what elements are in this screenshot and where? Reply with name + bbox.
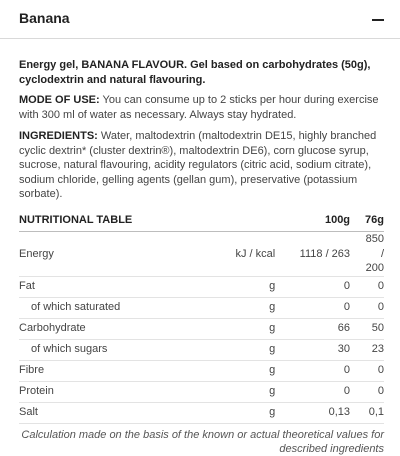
nutrient-name: Carbohydrate — [19, 318, 205, 339]
value-per-100g: 66 — [285, 318, 365, 339]
accordion-title: Banana — [19, 10, 70, 26]
value-per-100g: 0,13 — [285, 402, 365, 423]
value-per-76g: 50 — [365, 318, 384, 339]
column-header-unit — [205, 209, 285, 232]
column-header-76g: 76g — [365, 209, 384, 232]
value-per-100g: 30 — [285, 339, 365, 360]
nutrient-name: Energy — [19, 232, 205, 277]
nutrient-unit: g — [205, 276, 285, 297]
nutrient-name: Salt — [19, 402, 205, 423]
table-row — [19, 360, 384, 381]
nutrient-name: Fat — [19, 276, 205, 297]
nutrient-name: of which sugars — [19, 339, 205, 360]
value-per-100g: 0 — [285, 360, 365, 381]
nutrition-table — [19, 209, 384, 424]
value-per-76g: 0 — [365, 381, 384, 402]
footnote: Calculation made on the basis of the known or actual theoretical values for described ingredients — [21, 428, 384, 455]
product-details — [19, 58, 384, 456]
nutrient-name: Protein — [19, 381, 205, 402]
value-per-76g: 0 — [365, 360, 384, 381]
ingredients-text: Water, maltodextrin (maltodextrin DE15, highly branched cyclic dextrin* (cluster dextrin®), maltodextrin DE6), corn glucose syrup, sucrose, natural flavouring, acidity regulators (citric acid, sodium citrate), sodium chloride, gelling agents (gellan gum), preservative (potassium sorbate). — [19, 130, 377, 200]
table-row — [19, 232, 384, 277]
nutrient-unit: g — [205, 381, 285, 402]
product-description: Energy gel, BANANA FLAVOUR. Gel based on carbohydrates (50g), cyclodextrin and natural flavouring. — [19, 59, 371, 86]
accordion-header[interactable] — [0, 0, 400, 39]
table-row — [19, 402, 384, 423]
value-per-100g: 0 — [285, 276, 365, 297]
column-header-100g: 100g — [285, 209, 365, 232]
mode-of-use-label: MODE OF USE: — [19, 94, 100, 106]
table-row — [19, 297, 384, 318]
mode-of-use — [19, 93, 384, 122]
nutrient-unit: g — [205, 339, 285, 360]
table-row — [19, 339, 384, 360]
table-row — [19, 381, 384, 402]
collapse-icon[interactable] — [372, 14, 384, 26]
nutrient-name: of which saturated — [19, 297, 205, 318]
value-per-100g: 0 — [285, 381, 365, 402]
column-header-name: NUTRITIONAL TABLE — [19, 209, 205, 232]
nutrient-unit: g — [205, 318, 285, 339]
value-per-76g: 0,1 — [365, 402, 384, 423]
mode-of-use-text: You can consume up to 2 sticks per hour during exercise with 300 ml of water as necessary. Always stay hydrated. — [19, 94, 379, 121]
value-per-76g: 850 / 200 — [365, 233, 384, 274]
nutrient-unit: g — [205, 297, 285, 318]
value-per-76g: 0 — [365, 276, 384, 297]
ingredients — [19, 129, 384, 202]
nutrient-unit: g — [205, 402, 285, 423]
table-row — [19, 276, 384, 297]
value-per-76g: 23 — [365, 339, 384, 360]
nutrition-table-header — [19, 209, 384, 232]
nutrient-name: Fibre — [19, 360, 205, 381]
value-per-100g: 1118 / 263 — [285, 232, 365, 277]
value-per-76g: 0 — [365, 297, 384, 318]
nutrient-unit: g — [205, 360, 285, 381]
ingredients-label: INGREDIENTS: — [19, 130, 98, 142]
table-row — [19, 318, 384, 339]
value-per-100g: 0 — [285, 297, 365, 318]
nutrient-unit: kJ / kcal — [205, 232, 285, 277]
